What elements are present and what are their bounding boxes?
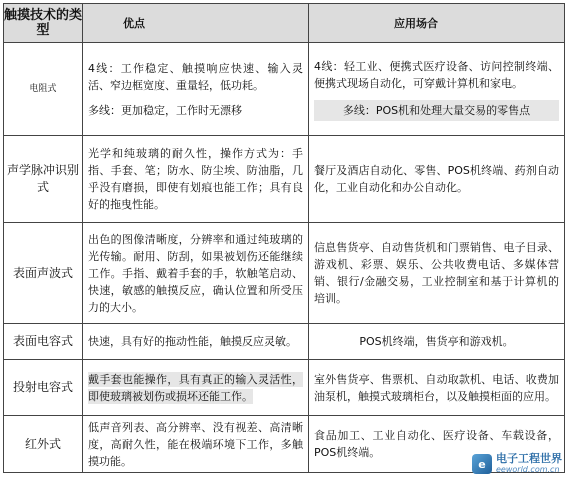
- row-applications: 室外售货亭、售票机、自动取款机、电话、收费加油泵机，触摸式玻璃柜台，以及触摸柜面的应用。: [309, 360, 565, 416]
- application-line: 4线：轻工业、便携式医疗设备、访问控制终端、便携式现场自动化，可穿戴计算机和家电。: [314, 59, 559, 90]
- watermark-text: [496, 453, 562, 474]
- row-advantages: 出色的图像清晰度，分辨率和通过纯玻璃的光传输。耐用、防刮，如果被划伤还能继续工作。手指、戴着手套的手，软触笔启动、快速，敏感的触摸反应，确认位置和所受压力的大小。: [83, 223, 309, 324]
- table-row: [4, 324, 565, 360]
- header-type: 触摸技术的类型: [4, 4, 83, 43]
- svg-text:e: e: [478, 457, 486, 471]
- advantage-line: 多线：更加稳定，工作时无漂移: [88, 103, 242, 117]
- header-row: [4, 4, 565, 43]
- eeworld-logo-icon: [472, 454, 492, 474]
- eeworld-watermark: [472, 453, 562, 474]
- row-applications: 信息售货亭、自动售货机和门票销售、电子目录、游戏机、彩票、娱乐、公共收费电话、多媒体营销、银行/金融交易，工业控制室和基于计算机的培训。: [309, 223, 565, 324]
- row-type: 电阻式: [4, 43, 83, 136]
- header-advantages: 优点: [83, 4, 309, 43]
- table-row: [4, 360, 565, 416]
- advantages-highlighted: 戴手套也能操作，具有真正的输入灵活性，即使玻璃被划伤或损坏还能工作。: [88, 372, 303, 403]
- row-advantages: 光学和纯玻璃的耐久性，操作方式为：手指、手套、笔；防水、防尘埃、防油脂，几乎没有磨损，即使有划痕也能工作；具有良好的拖曳性能。: [83, 136, 309, 223]
- row-applications: 食品加工、工业自动化、医疗设备、车载设备，POS机终端。: [309, 416, 565, 473]
- row-applications: POS机终端，售货亭和游戏机。: [309, 324, 565, 360]
- advantage-line: 4线：工作稳定、触摸响应快速、输入灵活、窄边框宽度、重量轻，低功耗。: [88, 61, 303, 92]
- table-row: [4, 223, 565, 324]
- header-applications: 应用场合: [309, 4, 565, 43]
- row-type: 表面声波式: [4, 223, 83, 324]
- row-advantages: 快速，具有好的拖动性能，触摸反应灵敏。: [83, 324, 309, 360]
- row-type: 红外式: [4, 416, 83, 473]
- row-type: 声学脉冲识别式: [4, 136, 83, 223]
- watermark-name: 电子工程世界: [496, 452, 562, 465]
- touch-technology-table: [3, 3, 565, 473]
- row-advantages: [83, 360, 309, 416]
- table-row: [4, 43, 565, 136]
- row-applications: 餐厅及酒店自动化、零售、POS机终端、药剂自动化，工业自动化和办公自动化。: [309, 136, 565, 223]
- row-type: 表面电容式: [4, 324, 83, 360]
- row-type: 投射电容式: [4, 360, 83, 416]
- watermark-url: eeworld.com.cn: [496, 465, 560, 474]
- row-applications: [309, 43, 565, 136]
- table-row: [4, 136, 565, 223]
- application-line-highlighted: 多线：POS机和处理大量交易的零售点: [314, 100, 559, 121]
- row-advantages: [83, 43, 309, 136]
- row-advantages: 低声音列表、高分辨率、没有视差、高清晰度，高耐久性，能在极端环境下工作，多触摸功能。: [83, 416, 309, 473]
